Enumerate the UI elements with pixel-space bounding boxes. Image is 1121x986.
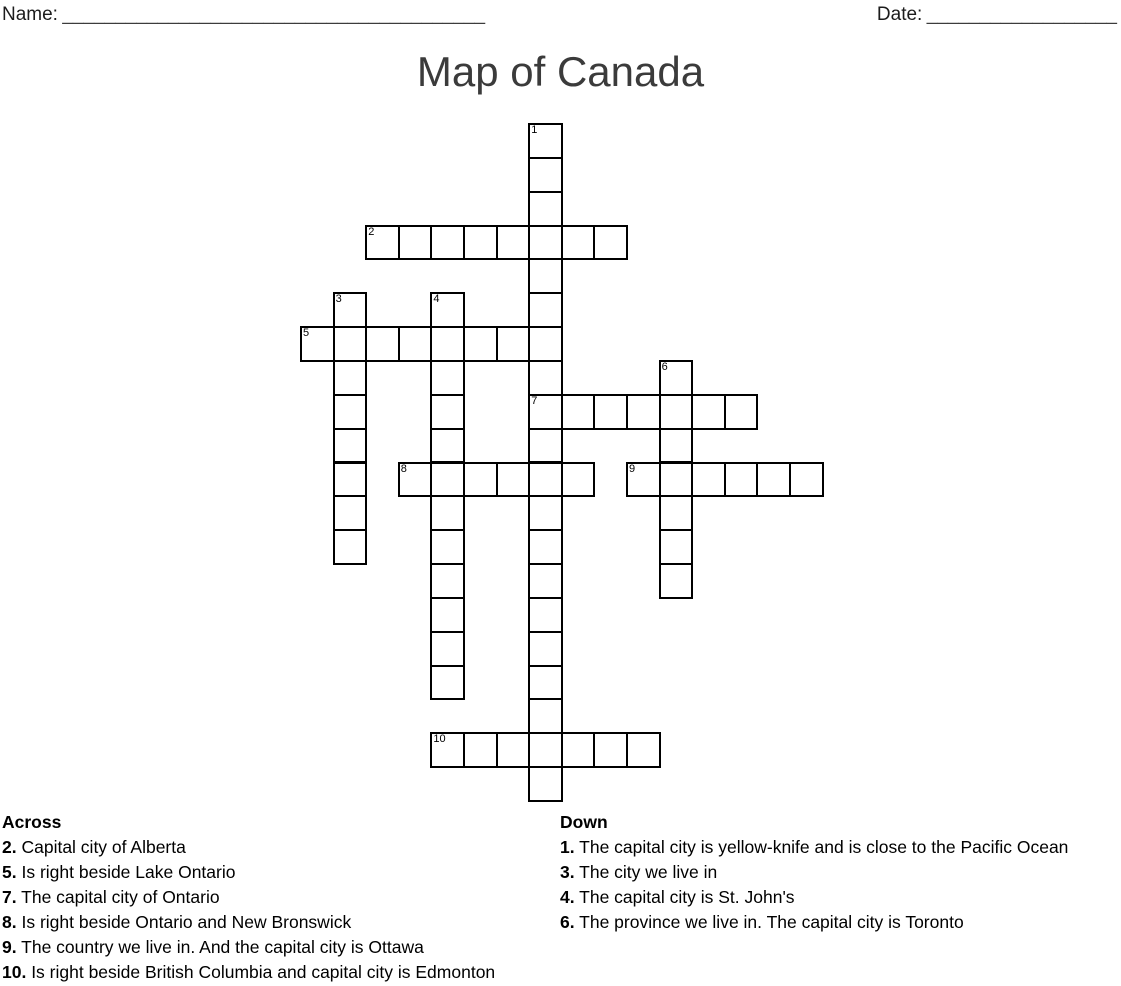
grid-cell-3-3[interactable] [398,225,433,261]
clue-text: Is right beside Lake Ontario [16,862,236,882]
clue-number-6: 6 [661,360,668,373]
grid-cell-7-2[interactable] [528,191,563,227]
clue-number-label: 4. [560,887,575,907]
grid-cell-1-9[interactable] [333,428,368,464]
grid-cell-10-18[interactable] [626,732,661,768]
grid-cell-11-7[interactable] [659,360,694,396]
date-field [877,4,1117,26]
grid-cell-1-12[interactable] [333,529,368,565]
grid-cell-6-3[interactable] [496,225,531,261]
grid-cell-4-6[interactable] [430,326,465,362]
down-clue-6 [560,910,1121,935]
date-label: Date: [876,4,923,25]
grid-cell-2-3[interactable] [365,225,400,261]
grid-cell-5-3[interactable] [463,225,498,261]
date-blank-line[interactable]: __________________ [926,4,1117,25]
grid-cell-11-9[interactable] [659,428,694,464]
grid-cell-9-3[interactable] [593,225,628,261]
across-clue-list [2,835,554,985]
clue-text: The capital city of Ontario [16,887,220,907]
grid-cell-7-15[interactable] [528,631,563,667]
grid-cell-1-6[interactable] [333,326,368,362]
grid-cell-8-10[interactable] [561,462,596,498]
clue-number-label: 8. [2,912,17,932]
down-clue-1 [560,835,1121,860]
grid-cell-1-11[interactable] [333,495,368,531]
grid-cell-13-10[interactable] [724,462,759,498]
grid-cell-1-5[interactable] [333,292,368,328]
clue-number-label: 10. [2,962,27,982]
grid-cell-6-18[interactable] [496,732,531,768]
grid-cell-8-8[interactable] [561,394,596,430]
grid-cell-11-13[interactable] [659,563,694,599]
grid-cell-4-8[interactable] [430,394,465,430]
clue-number-3: 3 [335,293,342,306]
grid-cell-4-18[interactable] [430,732,465,768]
grid-cell-12-8[interactable] [691,394,726,430]
down-clue-list [560,835,1121,935]
grid-cell-7-11[interactable] [528,495,563,531]
name-blank-line[interactable]: ________________________________________ [62,4,486,25]
grid-cell-7-19[interactable] [528,766,563,802]
grid-cell-7-0[interactable] [528,123,563,159]
grid-cell-8-18[interactable] [561,732,596,768]
grid-cell-15-10[interactable] [789,462,824,498]
clue-number-label: 2. [2,837,17,857]
grid-cell-4-3[interactable] [430,225,465,261]
clue-text: Is right beside British Columbia and capital city is Edmonton [26,962,496,982]
down-clues-section [560,810,1121,935]
clue-number-8: 8 [400,462,407,475]
across-clue-8 [2,910,554,935]
clue-number-label: 9. [2,937,17,957]
grid-cell-4-5[interactable] [430,292,465,328]
clue-text: The capital city is St. John's [574,887,795,907]
clue-number-5: 5 [303,327,310,340]
clue-number-label: 7. [2,887,17,907]
down-header: Down [560,812,608,832]
grid-cell-2-6[interactable] [365,326,400,362]
across-clue-7 [2,885,554,910]
clue-number-10: 10 [433,733,446,746]
grid-cell-9-8[interactable] [593,394,628,430]
grid-cell-4-15[interactable] [430,631,465,667]
grid-cell-7-13[interactable] [528,563,563,599]
across-clue-5 [2,860,554,885]
clue-text: Capital city of Alberta [16,837,186,857]
grid-cell-7-18[interactable] [528,732,563,768]
grid-cell-11-10[interactable] [659,462,694,498]
grid-cell-14-10[interactable] [756,462,791,498]
clue-number-1: 1 [531,124,538,136]
clue-text: The country we live in. And the capital city is Ottawa [16,937,424,957]
grid-cell-4-16[interactable] [430,665,465,701]
clue-number-label: 5. [2,862,17,882]
grid-cell-4-10[interactable] [430,462,465,498]
grid-cell-12-10[interactable] [691,462,726,498]
clue-number-4: 4 [433,293,440,306]
across-clue-10 [2,960,554,985]
grid-cell-6-10[interactable] [496,462,531,498]
clue-text: Is right beside Ontario and New Bronswick [16,912,352,932]
grid-cell-7-7[interactable] [528,360,563,396]
grid-cell-7-3[interactable] [528,225,563,261]
clue-text: The capital city is yellow-knife and is close to the Pacific Ocean [574,837,1069,857]
grid-cell-4-14[interactable] [430,597,465,633]
grid-cell-10-8[interactable] [626,394,661,430]
grid-cell-11-12[interactable] [659,529,694,565]
clue-text: The province we live in. The capital city is Toronto [574,912,964,932]
grid-cell-7-16[interactable] [528,665,563,701]
grid-cell-5-6[interactable] [463,326,498,362]
grid-cell-7-9[interactable] [528,428,563,464]
clue-number-2: 2 [368,225,375,238]
grid-cell-0-6[interactable] [300,326,335,362]
grid-cell-7-12[interactable] [528,529,563,565]
grid-cell-4-7[interactable] [430,360,465,396]
grid-cell-9-18[interactable] [593,732,628,768]
grid-cell-7-5[interactable] [528,292,563,328]
grid-cell-6-6[interactable] [496,326,531,362]
grid-cell-7-17[interactable] [528,698,563,734]
across-header: Across [2,812,62,832]
across-clues-section [2,810,554,985]
clue-number-label: 1. [560,837,575,857]
grid-cell-3-6[interactable] [398,326,433,362]
grid-cell-5-18[interactable] [463,732,498,768]
grid-cell-7-6[interactable] [528,326,563,362]
grid-cell-7-1[interactable] [528,157,563,193]
clue-number-7: 7 [531,394,538,407]
grid-cell-7-4[interactable] [528,258,563,294]
grid-cell-4-13[interactable] [430,563,465,599]
grid-cell-7-10[interactable] [528,462,563,498]
grid-cell-13-8[interactable] [724,394,759,430]
name-label: Name: [2,4,58,25]
across-clue-2 [2,835,554,860]
clue-number-9: 9 [629,462,636,475]
grid-cell-10-10[interactable] [626,462,661,498]
grid-cell-4-12[interactable] [430,529,465,565]
clue-number-label: 3. [560,862,575,882]
grid-cell-3-10[interactable] [398,462,433,498]
grid-cell-1-10[interactable] [333,462,368,498]
page-title: Map of Canada [416,48,705,95]
down-clue-3 [560,860,1121,885]
clue-number-label: 6. [560,912,575,932]
across-clue-9 [2,935,554,960]
grid-cell-1-7[interactable] [333,360,368,396]
down-clue-4 [560,885,1121,910]
grid-cell-7-14[interactable] [528,597,563,633]
grid-cell-4-11[interactable] [430,495,465,531]
grid-cell-11-8[interactable] [659,394,694,430]
grid-cell-4-9[interactable] [430,428,465,464]
grid-cell-7-8[interactable] [528,394,563,430]
clue-text: The city we live in [574,862,718,882]
name-field [2,4,485,26]
grid-cell-1-8[interactable] [333,394,368,430]
grid-cell-11-11[interactable] [659,495,694,531]
grid-cell-8-3[interactable] [561,225,596,261]
grid-cell-5-10[interactable] [463,462,498,498]
